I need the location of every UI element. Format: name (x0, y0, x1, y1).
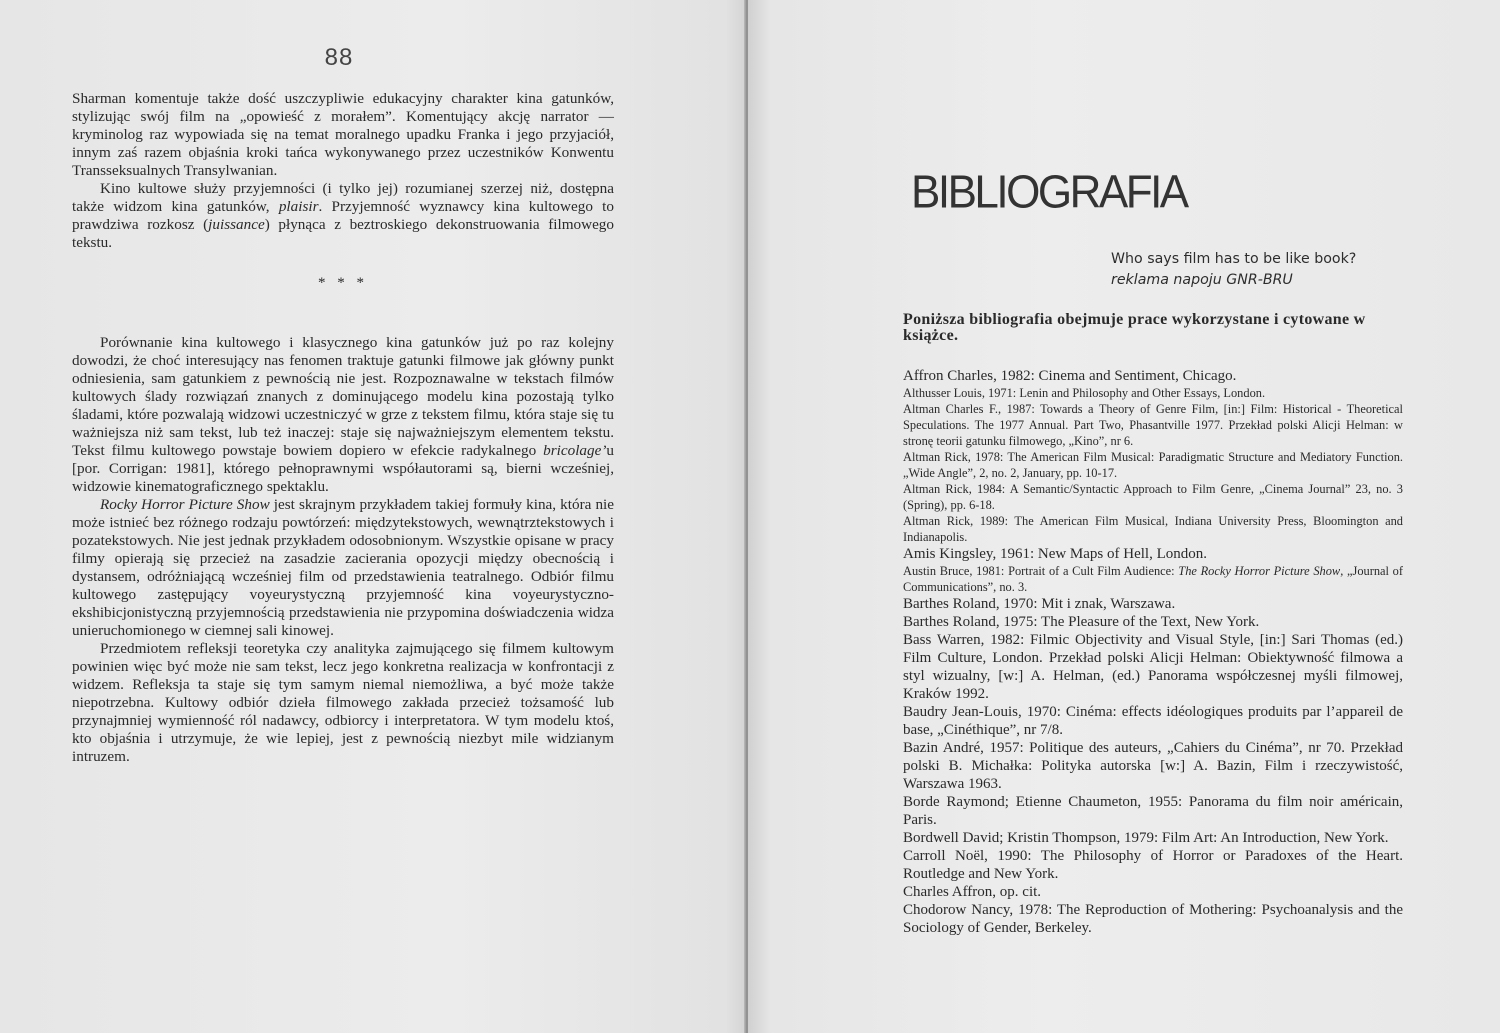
text-span: . Przyjemność wyznawcy kina kultowego to prawdziwa rozkosz ( (72, 198, 614, 233)
chapter-title: BIBLIOGRAFIA (911, 166, 1187, 219)
italic-film-title: Rocky Horror Picture Show (100, 496, 270, 513)
bibliography-entry: Altman Rick, 1978: The American Film Musical: Paradigmatic Structure and Mediatory Function. „Wide Angle”, 2, no. 2, January, pp. 10-17. (903, 450, 1403, 480)
paragraph (72, 334, 614, 496)
text-span: jest skrajnym przykładem takiej formuły kina, która nie może istnieć bez różnego rodzaju powtórzeń: międzytekstowych, wewnątrztekstowych i pozatekstowych. Nie jest jednak przykładem odosobnionym. Wszystkie opisane w pracy filmy opierają się przecież na zasadzie zacierania opozycji między obecnością i dystansem, odróżniającą wcześniej film od przedstawienia teatralnego. Odbiór filmu kultowego zastępujący voyeurystyczną przyjemność kina voyeurystyczno-ekshibicjonistyczną przyjemnością przedstawienia nie przypomina doświadczenia widza unieruchomionego w ciemnej sali kinowej. (72, 496, 614, 639)
italic-term: juissance (208, 216, 265, 233)
text-span: Austin Bruce, 1981: Portrait of a Cult Film Audience: (903, 564, 1179, 578)
epigraph (1111, 249, 1356, 291)
left-page (0, 0, 748, 1033)
text-span: u [por. Corrigan: 1981], którego pełnoprawnymi współautorami są, bierni wcześniej, widzowie kinematograficznego spektaklu. (72, 442, 614, 495)
bibliography-entry: Altman Rick, 1984: A Semantic/Syntactic Approach to Film Genre, „Cinema Journal” 23, no. 3 (Spring), pp. 6-18. (903, 482, 1403, 512)
bibliography-entry: Bass Warren, 1982: Filmic Objectivity and Visual Style, [in:] Sari Thomas (ed.) Film Culture, London. Przekład polski Alicji Helman: Obiektywność filmowa a styl wizualny, [w:] A. Helman, (ed.) Panorama współczesnej myśli filmowej, Kraków 1992. (903, 632, 1403, 702)
bibliography-entry: Althusser Louis, 1971: Lenin and Philosophy and Other Essays, London. (903, 386, 1266, 400)
bibliography-entry: Bordwell David; Kristin Thompson, 1979: Film Art: An Introduction, New York. (903, 830, 1389, 846)
bibliography-entry: Amis Kingsley, 1961: New Maps of Hell, London. (903, 546, 1207, 562)
bibliography-entry: Charles Affron, op. cit. (903, 884, 1042, 900)
bibliography-entry: Affron Charles, 1982: Cinema and Sentiment, Chicago. (903, 368, 1237, 384)
text-span: , „Journal of Communications”, no. 3. (903, 564, 1403, 594)
bibliography-entry: Altman Rick, 1989: The American Film Musical, Indiana University Press, Bloomington and Indianapolis. (903, 514, 1403, 544)
text-span: ) płynąca z beztroskiego dekonstruowania filmowego tekstu. (72, 216, 614, 251)
bibliography-entry (903, 563, 1403, 595)
page-number: 88 (324, 44, 354, 71)
italic-term: bricolage’ (543, 442, 607, 459)
epigraph-source: reklama napoju GNR-BRU (1111, 272, 1293, 288)
text-span: Porównanie kina kultowego i klasycznego kina gatunków już po raz kolejny dowodzi, że choć interesujący nas fenomen traktuje gatunki filmowe jak główny punkt odniesienia, sam gatunkiem z pewnością nie jest. Rozpoznawalne w tekstach filmów kultowych ślady rozwiązań znanych z dominującego modelu kina pozostają tylko śladami, które pozwalają widzowi uczestniczyć w grze z tekstem filmu, która staje się tu ważniejsza niż sam tekst, lub też inaczej: staje się najważniejszym elementem tekstu. Tekst filmu kultowego powstaje bowiem dopiero w efekcie radykalnego (72, 334, 614, 459)
paragraph (72, 496, 614, 640)
paragraph: Przedmiotem refleksji teoretyka czy analityka zajmującego się filmem kultowym powinien więc być może nie sam tekst, lecz jego konkretna realizacja w konfrontacji z widzem. Refleksja ta staje się tym samym niemal niemożliwa, a być może także niepotrzebna. Kultowy odbiór dzieła filmowego zakłada przecież tożsamość lub przynajmniej wymienność ról nadawcy, odbiorcy i interpretatora. W tym modelu ktoś, kto objaśnia i utrzymuje, że wie lepiej, jest z pewnością niezbyt mile widzianym intruzem. (72, 640, 614, 765)
bibliography-entry: Altman Charles F., 1987: Towards a Theory of Genre Film, [in:] Film: Historical - Theoretical Speculations. The 1977 Annual. Part Two, Phasantville 1977. Przekład polski Alicji Helman: w stronę teorii gatunku filmowego, „Kino”, nr 6. (903, 402, 1403, 448)
bibliography-entry: Borde Raymond; Etienne Chaumeton, 1955: Panorama du film noir américain, Paris. (903, 794, 1403, 828)
bibliography-entry: Carroll Noël, 1990: The Philosophy of Horror or Paradoxes of the Heart. Routledge and New York. (903, 848, 1403, 882)
paragraph: Sharman komentuje także dość uszczypliwie edukacyjny charakter kina gatunków, stylizując swój film na „opowieść z morałem”. Komentujący akcję narrator — kryminolog raz wypowiada się na temat moralnego upadku Franka i jego przyjaciół, innym zaś razem objaśnia kroki tańca wykonywanego przez uczestników Konwentu Transseksualnych Transylwanian. (72, 90, 614, 179)
italic-film-title: The Rocky Horror Picture Show (1178, 564, 1341, 578)
bibliography-entry: Bazin André, 1957: Politique des auteurs, „Cahiers du Cinéma”, nr 70. Przekład polski B. Michałka: Polityka autorska [w:] A. Bazin, Film i rzeczywistość, Warszawa 1963. (903, 740, 1403, 792)
bibliography-entry: Chodorow Nancy, 1978: The Reproduction of Mothering: Psychoanalysis and the Sociology of Gender, Berkeley. (903, 902, 1403, 936)
bibliography-intro: Poniższa bibliografia obejmuje prace wykorzystane i cytowane w książce. (903, 311, 1366, 344)
bibliography-entry: Barthes Roland, 1970: Mit i znak, Warszawa. (903, 596, 1176, 612)
epigraph-quote: Who says film has to be like book? (1111, 251, 1357, 267)
bibliography-list (903, 367, 1403, 937)
text-span: Kino kultowe służy przyjemności (i tylko jej) rozumianej szerzej niż, dostępna także widzom kina gatunków, (72, 180, 614, 215)
italic-term: plaisir (278, 198, 319, 215)
section-break: * * * (318, 275, 368, 291)
bibliography-entry: Barthes Roland, 1975: The Pleasure of the Text, New York. (903, 614, 1260, 630)
paragraph (72, 180, 614, 252)
bibliography-entry: Baudry Jean-Louis, 1970: Cinéma: effects idéologiques produits par l’appareil de base, „Cinéthique”, nr 7/8. (903, 704, 1403, 738)
left-page-body (72, 90, 614, 766)
